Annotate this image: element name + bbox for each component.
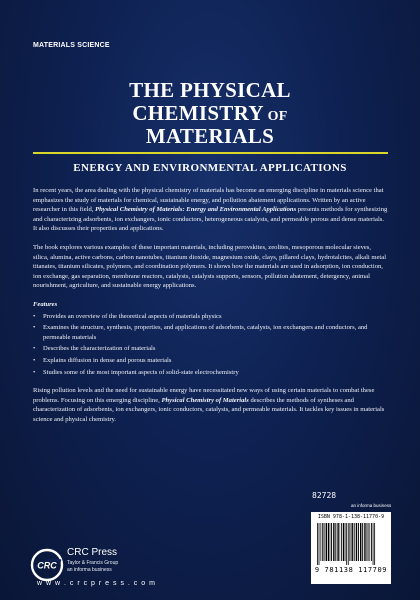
barcode-bar bbox=[358, 523, 359, 561]
para3-book-title: Physical Chemistry of Materials bbox=[161, 396, 249, 404]
barcode-bar bbox=[352, 523, 353, 561]
features-list bbox=[33, 312, 388, 378]
blurb-body bbox=[33, 186, 388, 433]
bullet-icon: • bbox=[33, 345, 36, 353]
bullet-icon: • bbox=[33, 368, 36, 376]
barcode-bar bbox=[348, 523, 349, 565]
feature-item bbox=[33, 323, 388, 342]
publisher-url: w w w . c r c p r e s s . c o m bbox=[37, 580, 156, 587]
barcode-bar bbox=[330, 523, 331, 561]
title-divider-rule bbox=[33, 152, 388, 154]
barcode-bar bbox=[324, 523, 325, 561]
barcode-bar bbox=[364, 523, 365, 561]
bullet-icon: • bbox=[33, 324, 36, 332]
barcode-bar bbox=[331, 523, 332, 561]
barcode-bar bbox=[373, 523, 374, 565]
barcode-bar bbox=[369, 523, 370, 561]
barcode-bar bbox=[322, 523, 323, 561]
title-line-3: MATERIALS bbox=[145, 124, 275, 148]
feature-text: Studies some of the most important aspects of solid-state electrochemistry bbox=[43, 368, 239, 376]
logo-text: CRC bbox=[37, 560, 57, 571]
isbn-barcode bbox=[311, 512, 391, 584]
para3-text-c: describes the methods of syntheses and characterization of adsorbents, ion exchangers, ionic conductors, catalysts, and permeable materials. It tackles key issues in materials science and physical chemistry. bbox=[33, 396, 385, 423]
blurb-paragraph-2: The book explores various examples of these important materials, including perovskites, zeolites, mesoporous molecular sieves, silica, alumina, active carbons, carbon nanotubes, titanium dioxide, magnesium oxide, clays, pillared clays, hydrotalcites, alkali metal titanates, titanium silicates, polymers, and coordination polymers. It shows how the materials are used in adsorption, ion conduction, ion exchange, gas separation, membrane reactors, catalysts, catalysts supports, sensors, pollution abatement, detergency, animal nourishment, agriculture, and sustainable energy applications. bbox=[33, 243, 387, 290]
title-line-2 bbox=[0, 101, 420, 126]
para1-text-a: In recent years, the area dealing with the physical chemistry of materials has become an emerging discipline in materials science that emphasizes the study of materials for chemical, sustainable energy, and pollution abatement applications. Written by an active researcher in this field, bbox=[33, 187, 384, 214]
publisher-group: Taylor & Francis Group bbox=[67, 560, 119, 566]
barcode-bar bbox=[374, 523, 375, 565]
barcode-bar bbox=[360, 523, 361, 561]
barcode-bar bbox=[341, 523, 342, 561]
subtitle: ENERGY AND ENVIRONMENTAL APPLICATIONS bbox=[73, 162, 347, 174]
barcode-bar bbox=[354, 523, 355, 561]
bullet-icon: • bbox=[33, 356, 36, 364]
barcode-bar bbox=[362, 523, 363, 561]
barcode-bar bbox=[368, 523, 369, 561]
blurb-paragraph-1 bbox=[33, 186, 388, 234]
informa-tagline-small: an informa business bbox=[351, 503, 392, 508]
feature-item bbox=[33, 344, 388, 354]
publisher-informa: an informa business bbox=[67, 567, 112, 573]
barcode-bar bbox=[345, 523, 346, 561]
features-heading: Features bbox=[33, 300, 58, 308]
barcode-bar bbox=[320, 523, 321, 561]
feature-item bbox=[33, 368, 388, 378]
barcode-bar bbox=[317, 523, 318, 565]
barcode-bar bbox=[343, 523, 344, 561]
para1-text-c: presents methods for synthesizing and characterizing adsorbents, ion exchangers, ionic conductors, heterogeneous catalysts, and permeable porous and dense materials. It also discusses their properties and applications. bbox=[33, 206, 388, 233]
isbn-text: ISBN 978-1-138-11770-9 bbox=[317, 514, 385, 520]
barcode-bar bbox=[333, 523, 334, 561]
feature-item bbox=[33, 356, 388, 366]
crc-press-logo-icon bbox=[30, 548, 64, 582]
feature-text: Explains diffusion in dense and porous materials bbox=[43, 356, 172, 364]
series-label: MATERIALS SCIENCE bbox=[33, 42, 110, 49]
para1-book-title: Physical Chemistry of Materials: Energy and Environmental Applications bbox=[95, 206, 297, 214]
feature-item bbox=[33, 312, 388, 322]
feature-text: Provides an overview of the theoretical aspects of materials physics bbox=[43, 312, 222, 320]
barcode-bar bbox=[340, 523, 341, 561]
barcode-bar bbox=[371, 523, 372, 561]
blurb-paragraph-3 bbox=[33, 386, 388, 424]
barcode-bar bbox=[366, 523, 367, 561]
barcode-bar bbox=[349, 523, 350, 561]
barcode-digits: 9 781138 117709 bbox=[314, 566, 388, 574]
title-of: OF bbox=[263, 109, 288, 124]
para3-text-a: Rising pollution levels and the need for sustainable energy have necessitated new ways of using certain materials to combat these problems. Focusing on this emerging discipline, bbox=[33, 387, 375, 404]
title-line-1: THE PHYSICAL bbox=[129, 78, 291, 102]
barcode-bar bbox=[356, 523, 357, 561]
barcode-bar bbox=[337, 523, 338, 561]
feature-text: Describes the characterization of materials bbox=[43, 345, 156, 353]
publisher-name: CRC Press bbox=[67, 547, 118, 558]
barcode-bar bbox=[319, 523, 320, 565]
barcode-bar bbox=[335, 523, 336, 561]
product-code: 82728 bbox=[312, 491, 337, 500]
barcode-bar bbox=[328, 523, 329, 561]
barcode-bar bbox=[326, 523, 327, 561]
feature-text: Examines the structure, synthesis, properties, and applications of adsorbents, catalysts, ion exchangers and conductors, and permeable materials bbox=[43, 324, 368, 341]
barcode-bar bbox=[346, 523, 347, 565]
bullet-icon: • bbox=[33, 312, 36, 320]
barcode-graphic bbox=[317, 523, 385, 565]
title-chemistry: CHEMISTRY bbox=[132, 101, 264, 125]
